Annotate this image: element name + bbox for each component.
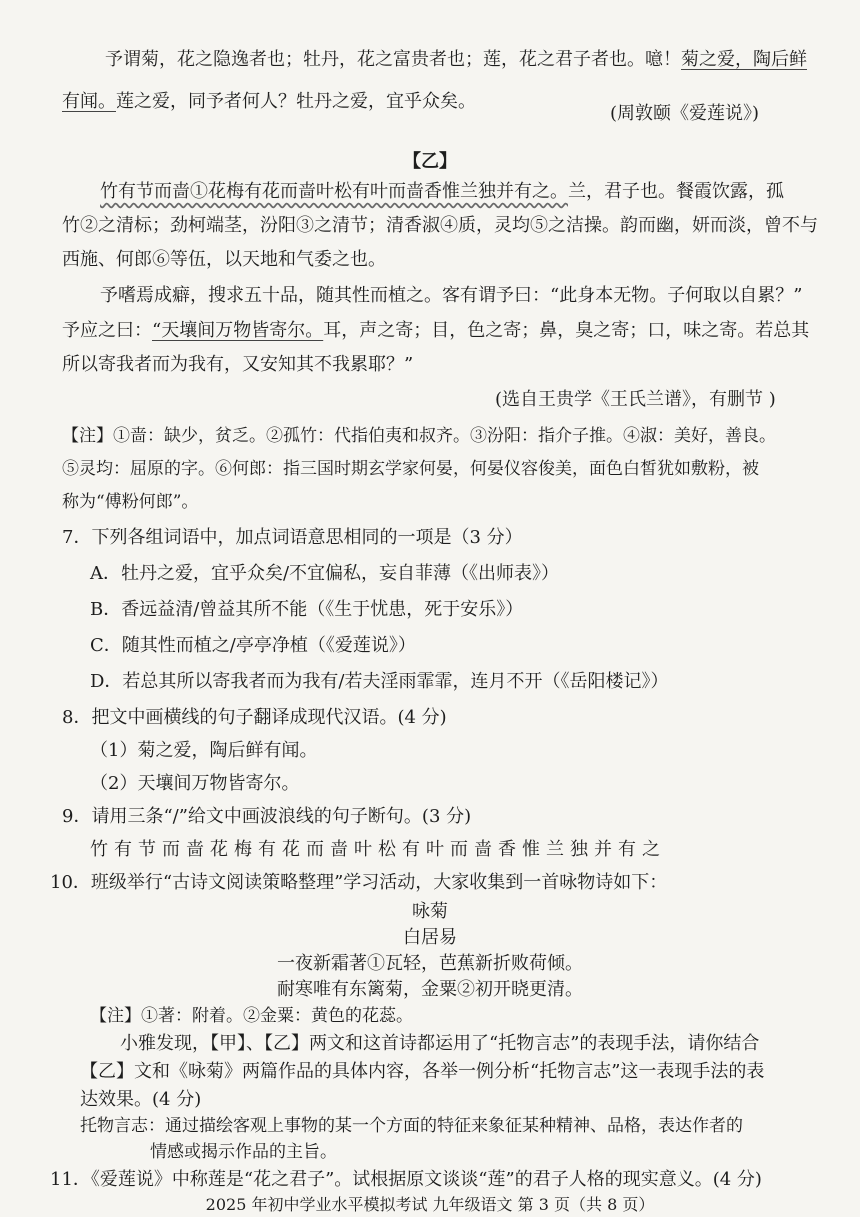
q7-option-a: A．牡丹之爱，宜乎众矣/不宜偏私，妄自菲薄（《出师表》） [90,563,560,584]
q7-option-b: B．香远益清/曾益其所不能（《生于忧患，死于安乐》） [90,599,524,620]
q7-stem: 7．下列各组词语中，加点词语意思相同的一项是（3 分） [62,527,523,548]
q10-para-2: 【乙】文和《咏菊》两篇作品的具体内容，各举一例分析“托物言志”这一表现手法的表 [80,1061,765,1082]
page-footer: 2025 年初中学业水平模拟考试 九年级语文 第 3 页（共 8 页） [205,1195,655,1214]
jia-text: 予谓菊，花之隐逸者也；牡丹，花之富贵者也；莲，花之君子者也。噫！ [105,49,681,70]
yi-wavy-sentence: 竹有节而啬①花梅有花而啬叶松有叶而啬香惟兰独并有之。 [100,181,568,202]
q9-sentence: 竹有节而啬花梅有花而啬叶松有叶而啬香惟兰独并有之 [90,839,666,860]
q10-definition-1: 托物言志：通过描绘客观上事物的某一个方面的特征来象征某种精神、品格，表达作者的 [80,1116,743,1136]
yi-text: 予应之曰： [62,320,152,341]
yi-source: (选自王贵学《王氏兰谱》，有删节 ) [495,389,776,410]
yi-line-2: 竹②之清标；劲柯端茎，汾阳③之清节；清香淑④质，灵均⑤之洁操。韵而幽，妍而淡，曾不与 [62,215,818,236]
q9-stem: 9．请用三条“/”给文中画波浪线的句子断句。(3 分) [62,806,472,827]
jia-underlined-sentence-end: 有闻。 [62,91,116,112]
q8-sentence-2: （2）天壤间万物皆寄尔。 [90,773,300,794]
jia-underlined-sentence-start: 菊之爱，陶后鲜 [681,49,807,70]
poem-line-1: 一夜新霜著①瓦轻，芭蕉新折败荷倾。 [277,953,583,974]
q10-para-1: 小雅发现，【甲】、【乙】两文和这首诗都运用了“托物言志”的表现手法，请你结合 [120,1033,760,1054]
jia-text: 莲之爱，同予者何人？牡丹之爱，宜乎众矣。 [116,91,476,112]
poem-note: 【注】①著：附着。②金粟：黄色的花蕊。 [90,1006,413,1026]
yi-note-3: 称为“傅粉何郎”。 [62,492,199,512]
yi-text: 兰，君子也。餐霞饮露，孤 [568,181,784,202]
poem-line-2: 耐寒唯有东篱菊，金粟②初开晓更清。 [277,979,583,1000]
yi-line-6: 所以寄我者而为我有，又安知其不我累耶？” [62,354,414,375]
yi-note-1: 【注】①啬：缺少，贫乏。②孤竹：代指伯夷和叔齐。③汾阳：指介子推。④淑：美好，善良。 [62,426,776,446]
jia-line-2 [62,90,476,114]
jia-line-1 [105,48,807,72]
yi-line-5 [62,319,809,343]
q11-stem: 11．《爱莲说》中称莲是“花之君子”。试根据原文谈谈“莲”的君子人格的现实意义。(4 分) [50,1169,762,1190]
q10-definition-2: 情感或揭示作品的主旨。 [150,1142,337,1162]
q8-sentence-1: （1）菊之爱，陶后鲜有闻。 [90,740,318,761]
yi-note-2: ⑤灵均：屈原的字。⑥何郎：指三国时期玄学家何晏，何晏仪容俊美，面色白皙犹如敷粉，被 [62,459,759,479]
yi-line-1 [100,180,784,204]
poem-author: 白居易 [403,927,457,948]
yi-line-4: 予嗜焉成癖，搜求五十品，随其性而植之。客有谓予曰：“此身本无物。子何取以自累？” [100,285,803,306]
yi-text: 耳，声之寄；目，色之寄；鼻，臭之寄；口，味之寄。若总其 [323,320,810,341]
q8-stem: 8．把文中画横线的句子翻译成现代汉语。(4 分) [62,707,447,728]
q7-option-d: D．若总其所以寄我者而为我有/若夫淫雨霏霏，连月不开（《岳阳楼记》） [90,671,669,692]
q10-para-3: 达效果。(4 分) [80,1089,202,1110]
yi-underlined-sentence: “天壤间万物皆寄尔。 [152,320,324,341]
q7-option-c: C．随其性而植之/亭亭净植（《爱莲说》） [90,635,416,656]
jia-source: (周敦颐《爱莲说》) [610,103,760,124]
poem-title: 咏菊 [412,901,448,922]
yi-heading: 【乙】 [403,151,457,172]
yi-line-3: 西施、何郎⑥等伍，以天地和气委之也。 [62,249,386,270]
q10-stem: 10．班级举行“古诗文阅读策略整理”学习活动，大家收集到一首咏物诗如下： [50,872,668,893]
